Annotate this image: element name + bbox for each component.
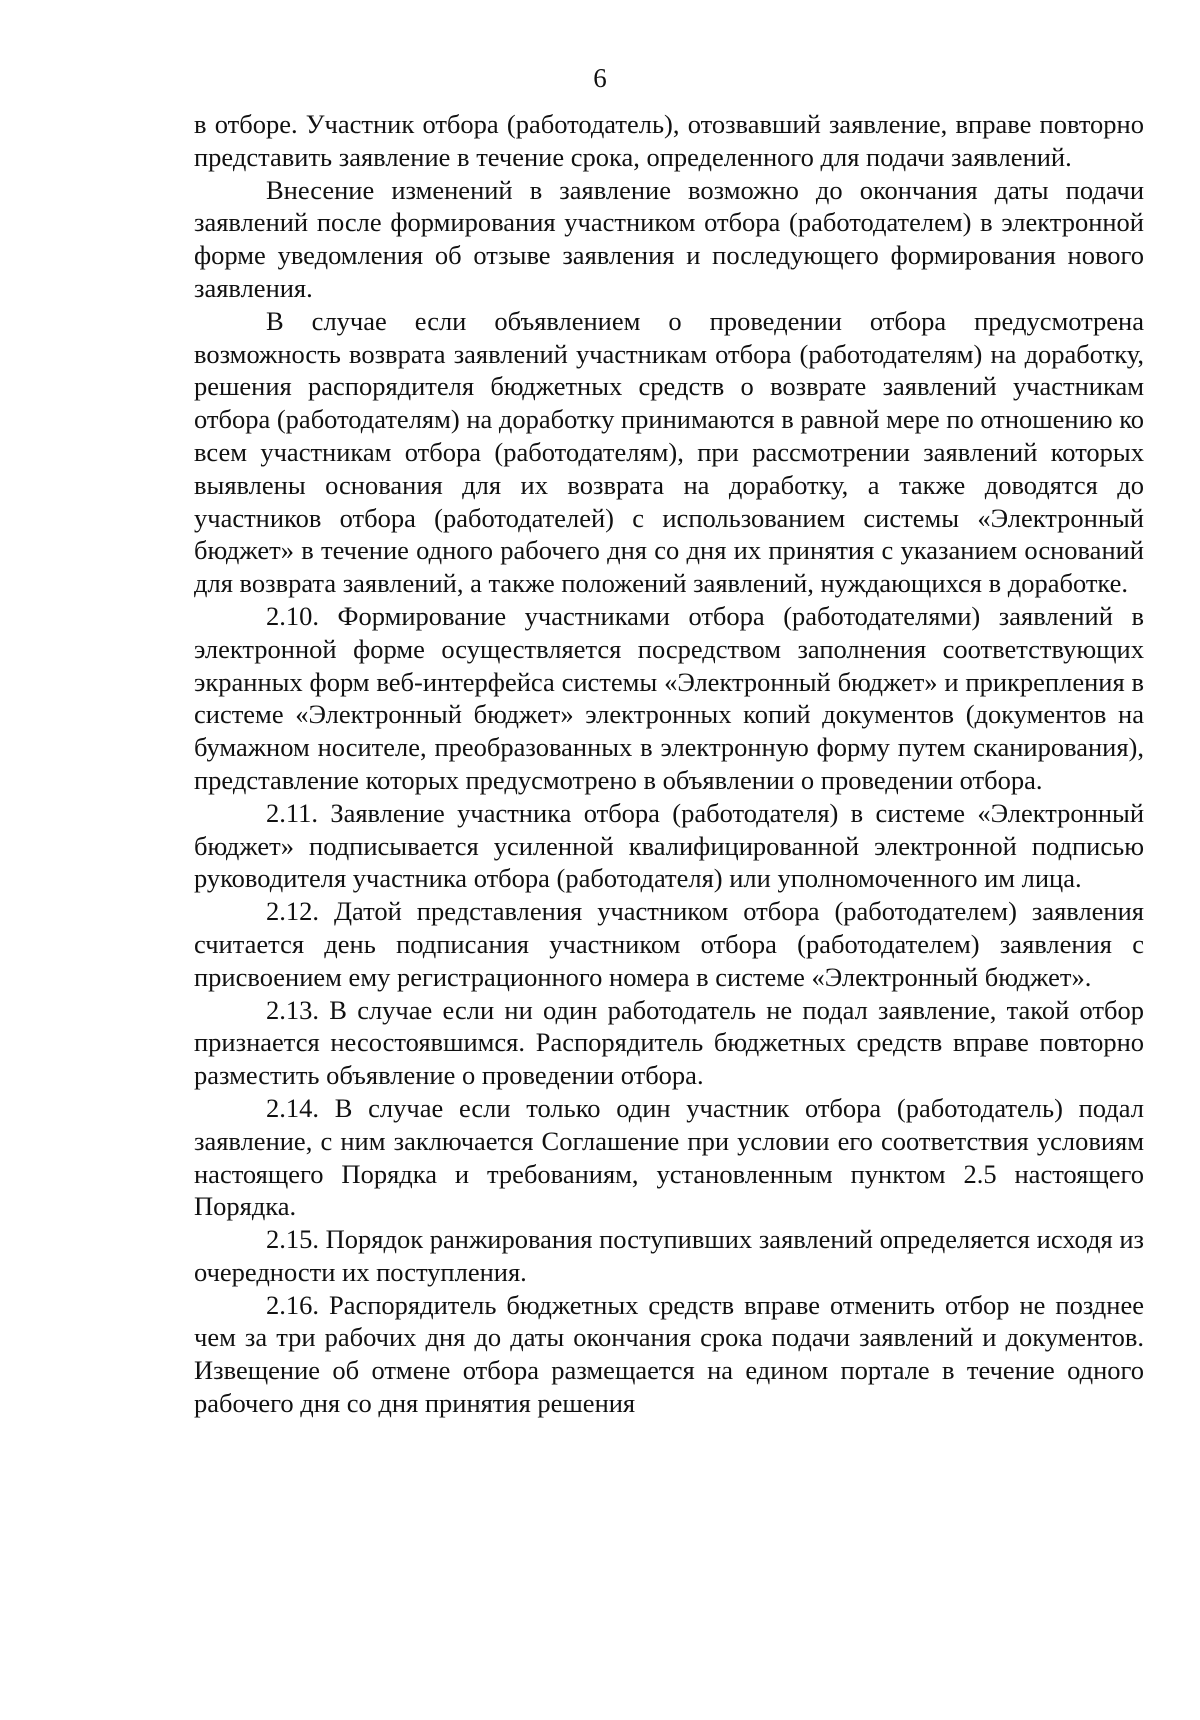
- paragraph-continuation: в отборе. Участник отбора (работодатель), отозвавший заявление, вправе повторно представить заявление в течение срока, определенного для подачи заявлений.: [194, 109, 1144, 172]
- page-number: 6: [593, 63, 607, 93]
- paragraph-2-11: 2.11. Заявление участника отбора (работодателя) в системе «Электронный бюджет» подписывается усиленной квалифицированной электронной подписью руководителя участника отбора (работодателя) или уполномоченного им лица.: [194, 797, 1144, 894]
- paragraph-2-16: 2.16. Распорядитель бюджетных средств вправе отменить отбор не позднее чем за три рабочих дня до даты окончания срока подачи заявлений и документов. Извещение об отмене отбора размещается на едином портале в течение одного рабочего дня со дня принятия решения: [194, 1289, 1144, 1419]
- paragraph-2-12: 2.12. Датой представления участником отбора (работодателем) заявления считается день подписания участником отбора (работодателем) заявления с присвоением ему регистрационного номера в системе «Электронный бюджет».: [194, 896, 1144, 992]
- paragraph-amendments: Внесение изменений в заявление возможно до окончания даты подачи заявлений после формирования участником отбора (работодателем) в электронной форме уведомления об отзыве заявления и последующего формирования нового заявления.: [194, 174, 1144, 303]
- paragraph-2-15: 2.15. Порядок ранжирования поступивших заявлений определяется исходя из очередности их поступления.: [194, 1224, 1144, 1287]
- document-body: [194, 108, 1144, 1420]
- paragraph-2-14: 2.14. В случае если только один участник отбора (работодатель) подал заявление, с ним заключается Соглашение при условии его соответствия условиям настоящего Порядка и требованиям, установленным пунктом 2.5 настоящего Порядка.: [194, 1092, 1144, 1222]
- paragraph-2-13: 2.13. В случае если ни один работодатель не подал заявление, такой отбор признается несостоявшимся. Распорядитель бюджетных средств вправе повторно разместить объявление о проведении отбора.: [194, 994, 1144, 1091]
- paragraph-return-for-revision: В случае если объявлением о проведении отбора предусмотрена возможность возврата заявлений участникам отбора (работодателям) на доработку, решения распорядителя бюджетных средств о возврате заявлений участникам отбора (работодателям) на доработку принимаются в равной мере по отношению ко всем участникам отбора (работодателям), при рассмотрении заявлений которых выявлены основания для их возврата на доработку, а также доводятся до участников отбора (работодателей) с использованием системы «Электронный бюджет» в течение одного рабочего дня со дня их принятия с указанием оснований для возврата заявлений, а также положений заявлений, нуждающихся в доработке.: [194, 305, 1145, 599]
- paragraph-2-10: 2.10. Формирование участниками отбора (работодателями) заявлений в электронной форме осуществляется посредством заполнения соответствующих экранных форм веб-интерфейса системы «Электронный бюджет» и прикрепления в системе «Электронный бюджет» электронных копий документов (документов на бумажном носителе, преобразованных в электронную форму путем сканирования), представление которых предусмотрено в объявлении о проведении отбора.: [194, 600, 1144, 795]
